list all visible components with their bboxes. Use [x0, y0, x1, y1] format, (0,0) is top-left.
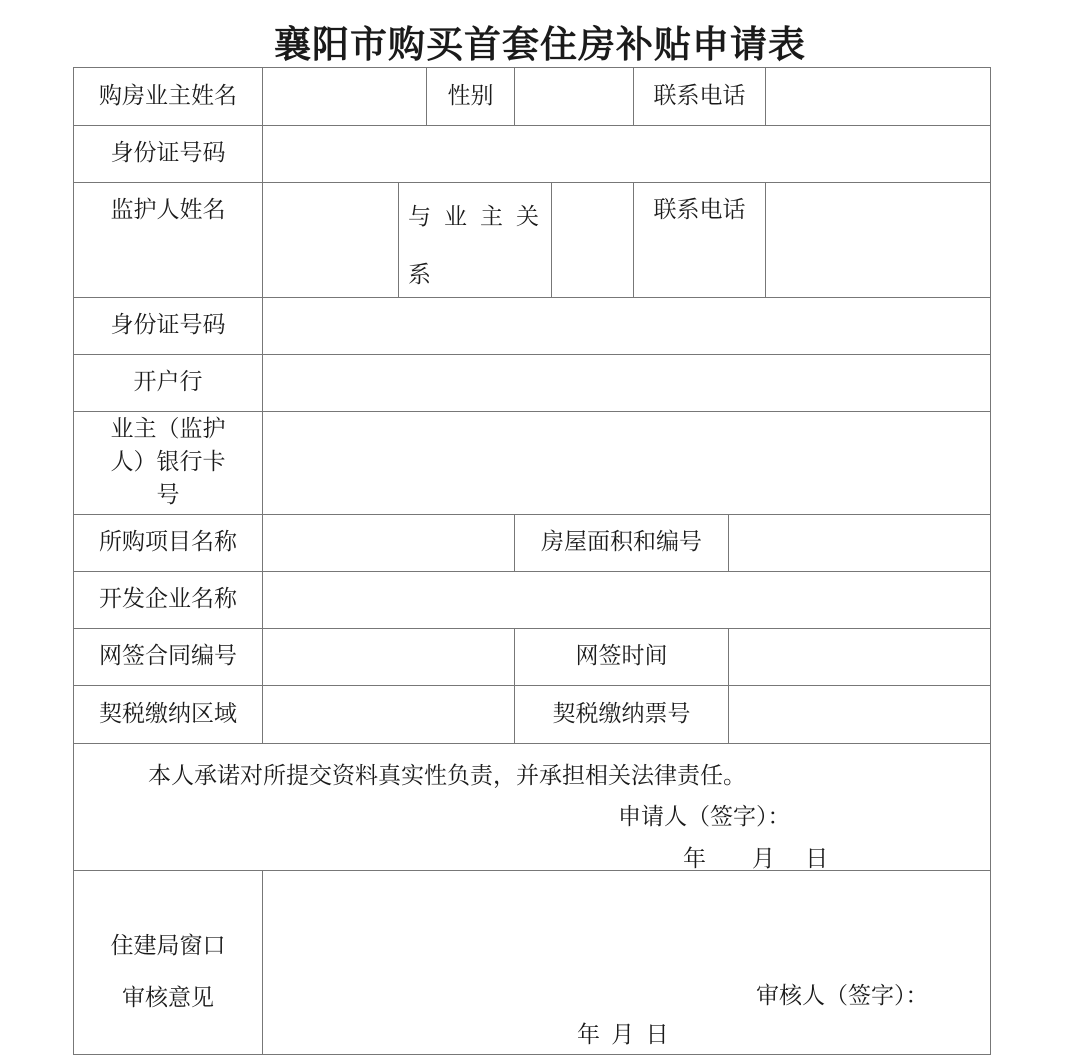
guardian-phone-label: 联系电话 — [653, 197, 746, 224]
contract-time-field[interactable] — [729, 629, 990, 685]
owner-id-label: 身份证号码 — [110, 140, 226, 167]
owner-name-label: 购房业主姓名 — [99, 83, 237, 110]
tax-region-field[interactable] — [263, 686, 514, 743]
project-name-label: 所购项目名称 — [99, 529, 237, 556]
owner-id-field[interactable] — [263, 126, 990, 182]
review-opinion-label: 住建局窗口 — [110, 932, 226, 959]
gender-field[interactable] — [515, 68, 633, 125]
gender-label: 性别 — [447, 83, 494, 110]
relation-label: 与业主关 — [408, 204, 552, 230]
applicant-signature-field[interactable] — [804, 794, 984, 830]
bank-label: 开户行 — [133, 369, 203, 396]
contract-number-label: 网签合同编号 — [99, 643, 237, 670]
form-title: 襄阳市购买首套住房补贴申请表 — [274, 23, 806, 66]
application-table — [73, 67, 991, 1055]
pledge-statement: 本人承诺对所提交资料真实性负责，并承担相关法律责任。 — [148, 763, 746, 789]
review-opinion-field[interactable] — [263, 871, 990, 971]
owner-phone-label: 联系电话 — [653, 83, 746, 110]
developer-name-field[interactable] — [263, 572, 990, 628]
owner-name-field[interactable] — [263, 68, 426, 125]
guardian-id-label: 身份证号码 — [110, 312, 226, 339]
contract-number-field[interactable] — [263, 629, 514, 685]
bank-card-field[interactable] — [263, 412, 990, 514]
house-area-field[interactable] — [729, 515, 990, 571]
relation-field[interactable] — [552, 183, 633, 297]
tax-ticket-field[interactable] — [729, 686, 990, 743]
review-date: 年 月 日 — [577, 1022, 671, 1048]
project-name-field[interactable] — [263, 515, 514, 571]
review-opinion-label-continued: 审核意见 — [122, 984, 214, 1011]
guardian-name-field[interactable] — [263, 183, 398, 297]
developer-name-label: 开发企业名称 — [99, 586, 237, 613]
bank-field[interactable] — [263, 355, 990, 411]
tax-ticket-label: 契税缴纳票号 — [552, 700, 691, 727]
guardian-name-label: 监护人姓名 — [110, 197, 226, 224]
reviewer-signature-label: 审核人（签字）： — [756, 983, 929, 1009]
bank-card-label: 业主（监护 人）银行卡 号 — [110, 416, 226, 508]
relation-label-continued: 系 — [408, 262, 431, 288]
applicant-date: 年 月 日 — [683, 846, 829, 872]
owner-phone-field[interactable] — [766, 68, 990, 125]
guardian-phone-field[interactable] — [766, 183, 990, 297]
tax-region-label: 契税缴纳区域 — [99, 700, 237, 727]
contract-time-label: 网签时间 — [575, 643, 668, 670]
applicant-signature-label: 申请人（签字）： — [618, 804, 791, 830]
house-area-label: 房屋面积和编号 — [541, 529, 702, 556]
guardian-id-field[interactable] — [263, 298, 990, 354]
